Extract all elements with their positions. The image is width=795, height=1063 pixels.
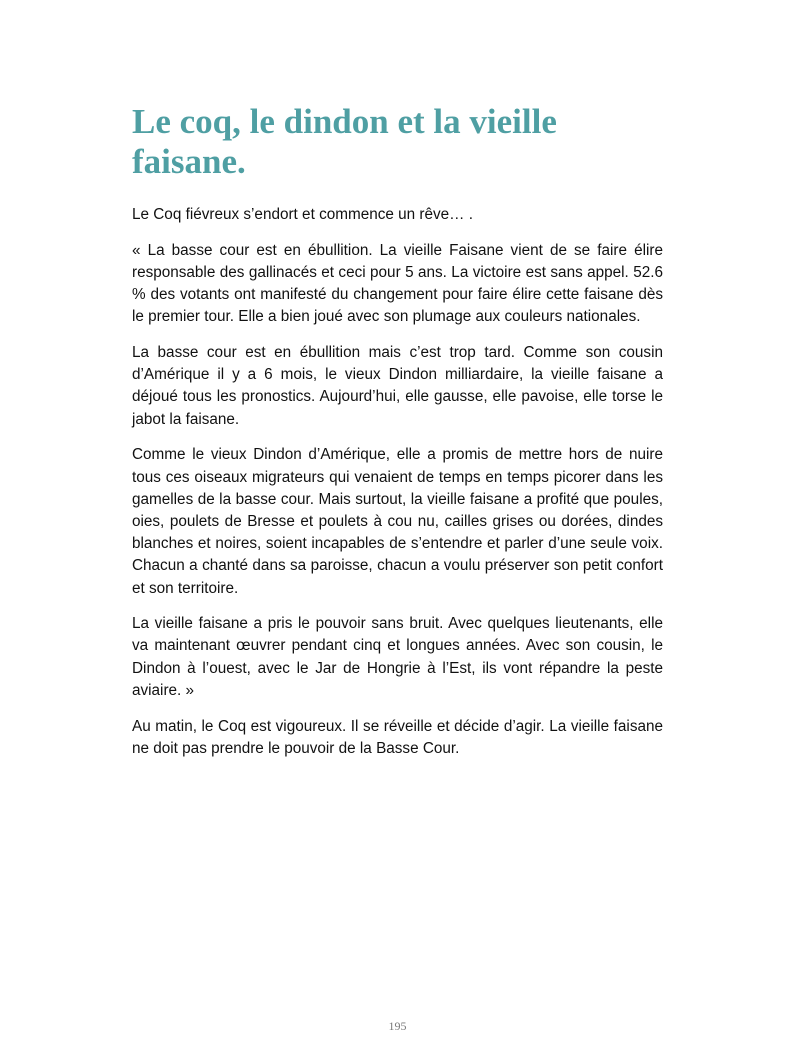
paragraph-intro: Le Coq fiévreux s’endort et commence un rêve… . (132, 206, 473, 223)
paragraph-election: « La basse cour est en ébullition. La vieille Faisane vient de se faire élire responsable des gallinacés et ceci pour 5 ans. La victoire est sans appel. 52.6 % des votants ont manifesté du changement pour faire élire cette faisane dès le premier tour. Elle a bien joué avec son plumage aux couleurs nationales. (132, 241, 663, 326)
paragraph-too-late: La basse cour est en ébullition mais c’est trop tard. Comme son cousin d’Amérique il y a 6 mois, le vieux Dindon milliardaire, la vieille faisane a déjoué tous les pronostics. Aujourd’hui, elle gausse, elle pavoise, elle torse le jabot la faisane. (132, 344, 663, 428)
chapter-body (132, 204, 663, 773)
page-number: 195 (388, 1019, 407, 1033)
chapter-title: Le coq, le dindon et la vieille faisane. (132, 102, 557, 181)
paragraph-migrators: Comme le vieux Dindon d’Amérique, elle a promis de mettre hors de nuire tous ces oiseaux migrateurs qui venaient de temps en temps picorer dans les gamelles de la basse cour. Mais surtout, la vieille faisane a profité que poules, oies, poulets de Bresse et poulets à cou nu, cailles grises ou dorées, dindes blanches et noires, soient incapables de s’entendre et parler d’une seule voix. Chacun a chanté dans sa paroisse, chacun a voulu préserver son petit confort et son territoire. (132, 446, 663, 597)
paragraph-power: La vieille faisane a pris le pouvoir sans bruit. Avec quelques lieutenants, elle va maintenant œuvrer pendant cinq et longues années. Avec son cousin, le Dindon à l’ouest, avec le Jar de Hongrie à l’Est, ils vont répandre la peste aviaire. » (132, 615, 663, 699)
paragraph-morning: Au matin, le Coq est vigoureux. Il se réveille et décide d’agir. La vieille faisane ne doit pas prendre le pouvoir de la Basse Cour. (132, 717, 663, 757)
